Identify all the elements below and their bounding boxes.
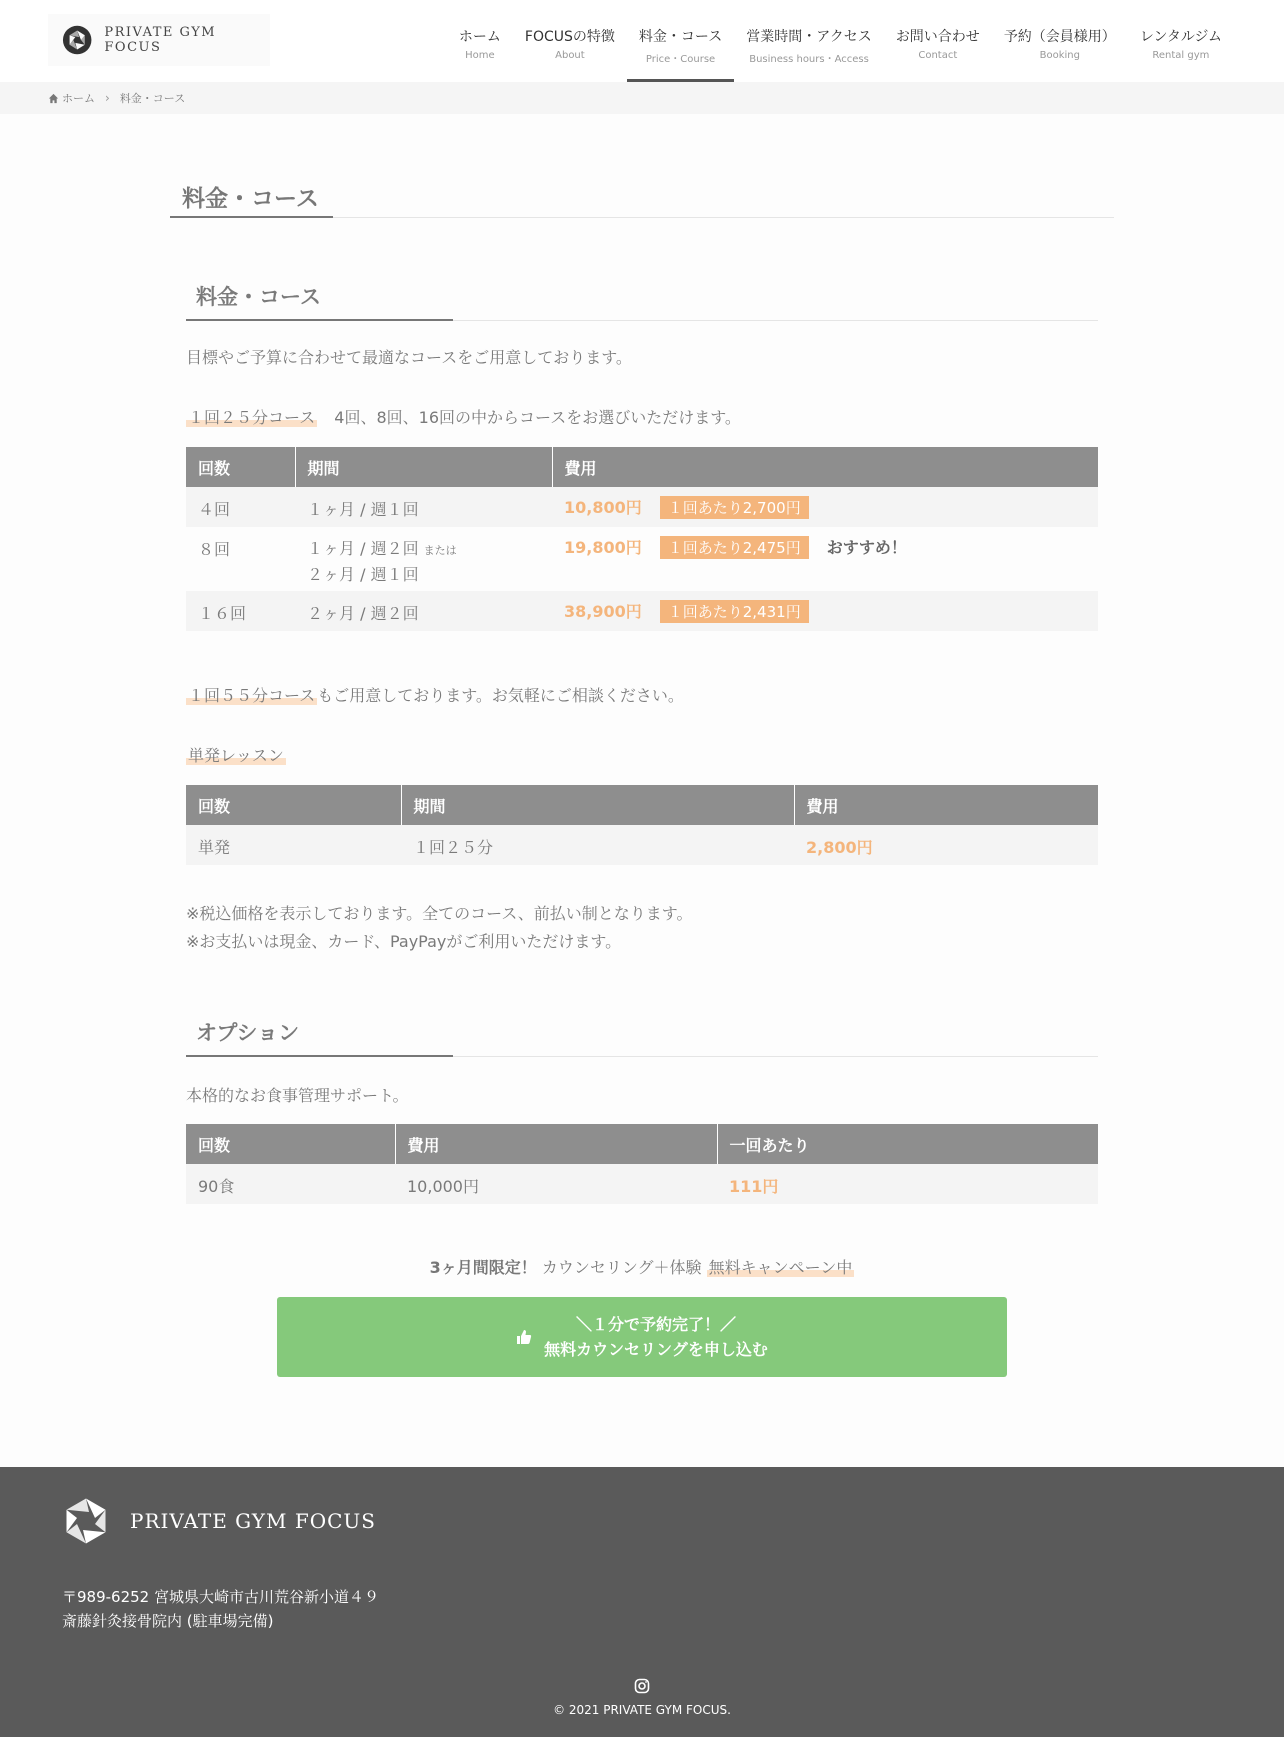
course-price-table bbox=[186, 447, 1098, 631]
option-intro: 本格的なお食事管理サポート。 bbox=[186, 1086, 409, 1105]
course25-line bbox=[186, 405, 741, 428]
section-heading: オプション bbox=[186, 1017, 453, 1057]
cell-price: 10,000円 bbox=[395, 1164, 717, 1204]
col-header: 費用 bbox=[395, 1124, 717, 1164]
col-header: 費用 bbox=[794, 785, 1098, 825]
price-value: 19,800円 bbox=[564, 538, 642, 557]
cell-per bbox=[717, 1164, 1098, 1204]
tax-note: ※税込価格を表示しております。全てのコース、前払い制となります。 bbox=[186, 904, 693, 923]
aperture-logo-icon bbox=[62, 24, 92, 56]
nav-contact[interactable] bbox=[884, 0, 992, 82]
cell-period bbox=[295, 527, 552, 591]
nav-label: 料金・コース bbox=[638, 29, 723, 45]
cell-price bbox=[552, 527, 1098, 591]
breadcrumb-home[interactable]: ホーム bbox=[62, 92, 95, 105]
nav-label: ホーム bbox=[458, 29, 501, 45]
table-row bbox=[186, 825, 1098, 865]
per-session-badge: １回あたり2,431円 bbox=[660, 600, 809, 623]
nav-sublabel: Home bbox=[465, 50, 495, 61]
course55-label: １回５５分コース bbox=[188, 686, 316, 705]
table-row bbox=[186, 487, 1098, 527]
logo-text: PRIVATE GYM FOCUS bbox=[104, 25, 217, 55]
cell-price bbox=[552, 591, 1098, 631]
address-line: 〒989-6252 宮城県大崎市古川荒谷新小道４９ bbox=[62, 1588, 379, 1606]
page-title: 料金・コース bbox=[170, 180, 333, 218]
site-header bbox=[0, 0, 1284, 82]
per-session-badge: １回あたり2,475円 bbox=[660, 536, 809, 559]
page-title-block bbox=[170, 168, 1114, 218]
course25-label: １回２５分コース bbox=[188, 408, 316, 427]
cell-period: １ヶ月 / 週１回 bbox=[295, 487, 552, 527]
col-header: 期間 bbox=[295, 447, 552, 487]
period-line: １ヶ月 / 週２回 bbox=[307, 539, 419, 558]
option-table bbox=[186, 1124, 1098, 1204]
per-session-badge: １回あたり2,700円 bbox=[660, 496, 809, 519]
copyright: © 2021 PRIVATE GYM FOCUS. bbox=[553, 1703, 731, 1717]
footer-address bbox=[62, 1585, 379, 1633]
cell-count: ８回 bbox=[186, 527, 295, 591]
footer-logo[interactable] bbox=[62, 1497, 376, 1545]
chevron-right-icon: › bbox=[105, 91, 110, 105]
nav-sublabel: About bbox=[555, 50, 585, 61]
breadcrumb bbox=[0, 82, 1284, 114]
cell-count: 単発 bbox=[186, 825, 401, 865]
nav-label: お問い合わせ bbox=[895, 29, 980, 45]
table-row bbox=[186, 527, 1098, 591]
cell-price bbox=[794, 825, 1098, 865]
nav-label: 営業時間・アクセス bbox=[746, 29, 872, 45]
nav-rental-gym[interactable] bbox=[1128, 0, 1234, 82]
course-intro: 目標やご予算に合わせて最適なコースをご用意しております。 bbox=[186, 348, 632, 367]
nav-sublabel: Booking bbox=[1039, 50, 1080, 61]
nav-booking[interactable] bbox=[992, 0, 1128, 82]
table-row bbox=[186, 1164, 1098, 1204]
nav-label: FOCUSの特徴 bbox=[524, 29, 615, 45]
cta-limited: 3ヶ月間限定！ bbox=[429, 1258, 537, 1277]
cta-campaign: 無料キャンペーン中 bbox=[708, 1258, 853, 1277]
cell-period: １回２５分 bbox=[401, 825, 794, 865]
footer-logo-text: PRIVATE GYM FOCUS bbox=[130, 1509, 376, 1533]
per-value: 111円 bbox=[729, 1177, 779, 1196]
global-nav bbox=[447, 0, 1234, 82]
nav-sublabel: Rental gym bbox=[1152, 50, 1210, 61]
col-header: 回数 bbox=[186, 447, 295, 487]
cta-text: カウンセリング＋体験 bbox=[541, 1258, 702, 1277]
section-heading: 料金・コース bbox=[186, 281, 453, 321]
instagram-icon[interactable] bbox=[634, 1678, 650, 1694]
recommended-label: おすすめ！ bbox=[826, 538, 907, 557]
period-line: ２ヶ月 / 週１回 bbox=[307, 565, 419, 584]
col-header: 費用 bbox=[552, 447, 1098, 487]
cta-lead bbox=[0, 1255, 1284, 1278]
price-value: 38,900円 bbox=[564, 602, 642, 621]
free-counseling-button[interactable] bbox=[277, 1297, 1007, 1377]
cell-count: 90食 bbox=[186, 1164, 395, 1204]
nav-home[interactable] bbox=[447, 0, 513, 82]
cell-count: １６回 bbox=[186, 591, 295, 631]
course25-text: 4回、8回、16回の中からコースをお選びいただけます。 bbox=[334, 408, 741, 427]
period-or: または bbox=[423, 544, 457, 557]
nav-about[interactable] bbox=[513, 0, 627, 82]
cta-button-line2: 無料カウンセリングを申し込む bbox=[544, 1340, 768, 1359]
home-icon bbox=[48, 93, 59, 104]
course55-text: もご用意しております。お気軽にご相談ください。 bbox=[317, 686, 684, 705]
site-logo[interactable] bbox=[48, 14, 270, 66]
single-lesson-line bbox=[186, 743, 286, 766]
col-header: 回数 bbox=[186, 1124, 395, 1164]
nav-price-course[interactable] bbox=[627, 0, 734, 82]
nav-label: 予約（会員様用） bbox=[1003, 29, 1116, 45]
nav-sublabel: Contact bbox=[918, 50, 958, 61]
col-header: 回数 bbox=[186, 785, 401, 825]
course-section-title bbox=[186, 271, 1098, 321]
col-header: 一回あたり bbox=[717, 1124, 1098, 1164]
thumbs-up-icon bbox=[516, 1329, 532, 1345]
single-lesson-label: 単発レッスン bbox=[188, 746, 284, 765]
address-line: 斎藤針灸接骨院内 (駐車場完備) bbox=[62, 1612, 274, 1630]
course55-line bbox=[186, 683, 684, 706]
price-value: 2,800円 bbox=[806, 838, 873, 857]
site-footer bbox=[0, 1467, 1284, 1737]
nav-access[interactable] bbox=[734, 0, 884, 82]
nav-sublabel: Price・Course bbox=[645, 54, 716, 65]
nav-label: レンタルジム bbox=[1139, 29, 1222, 45]
single-lesson-table bbox=[186, 785, 1098, 865]
breadcrumb-current: 料金・コース bbox=[119, 92, 186, 105]
cta-button-line1: ＼１分で予約完了！／ bbox=[575, 1315, 736, 1334]
table-row bbox=[186, 591, 1098, 631]
aperture-logo-icon bbox=[62, 1497, 110, 1545]
nav-sublabel: Business hours・Access bbox=[749, 54, 869, 65]
col-header: 期間 bbox=[401, 785, 794, 825]
cell-period: ２ヶ月 / 週２回 bbox=[295, 591, 552, 631]
cell-price bbox=[552, 487, 1098, 527]
cell-count: ４回 bbox=[186, 487, 295, 527]
price-value: 10,800円 bbox=[564, 498, 642, 517]
payment-note: ※お支払いは現金、カード、PayPayがご利用いただけます。 bbox=[186, 932, 622, 951]
option-section-title bbox=[186, 1007, 1098, 1057]
